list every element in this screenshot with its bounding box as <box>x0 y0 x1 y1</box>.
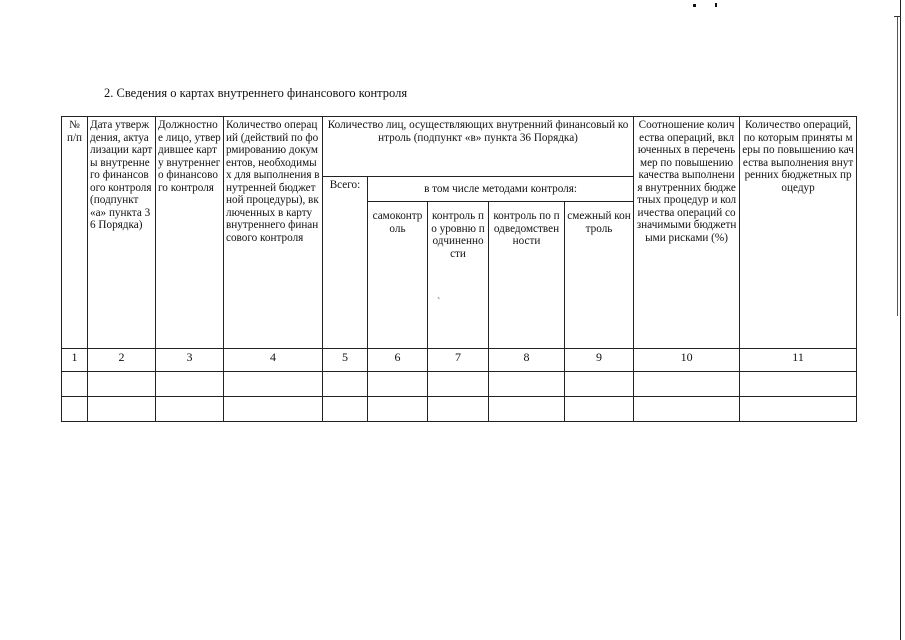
empty-cell[interactable] <box>740 397 857 422</box>
header-group-persons: Количество лиц, осуществляющих внутренний финансовый контроль (подпункт «в» пункта 36 Порядка) <box>323 117 634 177</box>
empty-cell[interactable] <box>368 397 428 422</box>
section-title: 2. Сведения о картах внутреннего финансового контроля <box>104 86 408 100</box>
header-col-approval-date: Дата утверждения, актуализации карты внутреннего финансового контроля (подпункт «а» пункта 36 Порядка) <box>88 117 156 349</box>
header-col-subordination-control: контроль по уровню подчиненности <box>428 202 489 349</box>
column-number-cell: 6 <box>368 349 428 372</box>
empty-cell[interactable] <box>634 372 740 397</box>
table-row-empty <box>62 397 857 422</box>
column-number-cell: 9 <box>565 349 634 372</box>
header-col-number: № п/п <box>62 117 88 349</box>
header-col-improved-operations: Количество операций, по которым приняты меры по повышению качества выполнения внутренних бюджетных процедур <box>740 117 857 349</box>
empty-cell[interactable] <box>489 372 565 397</box>
empty-cell[interactable] <box>62 397 88 422</box>
scan-edge-line <box>900 0 902 640</box>
scan-corner-line <box>894 16 901 17</box>
header-col-ratio: Соотношение количества операций, включенных в перечень мер по повышению качества выполнения внутренних бюджетных процедур и количества операций со значимыми бюджетными рисками (%) <box>634 117 740 349</box>
header-col-departmental-control: контроль по подведомственности <box>489 202 565 349</box>
header-group-methods: в том числе методами контроля: <box>368 177 634 202</box>
empty-cell[interactable] <box>489 397 565 422</box>
stray-mark: ` <box>437 297 441 308</box>
empty-cell[interactable] <box>323 372 368 397</box>
header-row-1 <box>62 117 857 177</box>
column-number-cell: 11 <box>740 349 857 372</box>
column-number-cell: 3 <box>156 349 224 372</box>
column-number-cell: 4 <box>224 349 323 372</box>
empty-cell[interactable] <box>323 397 368 422</box>
empty-cell[interactable] <box>224 372 323 397</box>
empty-cell[interactable] <box>565 397 634 422</box>
header-col-operations-count: Количество операций (действий по формированию документов, необходимых для выполнения внутренней бюджетной процедуры), включенных в карту внутреннего финансового контроля <box>224 117 323 349</box>
scan-dot-2 <box>715 3 717 7</box>
empty-cell[interactable] <box>62 372 88 397</box>
empty-cell[interactable] <box>156 372 224 397</box>
column-number-cell: 10 <box>634 349 740 372</box>
empty-cell[interactable] <box>428 372 489 397</box>
financial-control-maps-table <box>61 116 857 422</box>
column-number-cell: 2 <box>88 349 156 372</box>
empty-cell[interactable] <box>740 372 857 397</box>
empty-cell[interactable] <box>428 397 489 422</box>
scan-edge-line-inner <box>897 16 898 316</box>
empty-cell[interactable] <box>634 397 740 422</box>
empty-cell[interactable] <box>224 397 323 422</box>
empty-cell[interactable] <box>565 372 634 397</box>
table-row-empty <box>62 372 857 397</box>
empty-cell[interactable] <box>156 397 224 422</box>
empty-cell[interactable] <box>368 372 428 397</box>
header-col-self-control: самоконтроль <box>368 202 428 349</box>
column-number-cell: 7 <box>428 349 489 372</box>
column-number-cell: 8 <box>489 349 565 372</box>
empty-cell[interactable] <box>88 372 156 397</box>
header-col-adjacent-control: смежный контроль <box>565 202 634 349</box>
column-numbers-row <box>62 349 857 372</box>
header-col-total: Всего: <box>323 177 368 349</box>
column-number-cell: 5 <box>323 349 368 372</box>
empty-cell[interactable] <box>88 397 156 422</box>
scan-dot-1 <box>693 4 696 7</box>
column-number-cell: 1 <box>62 349 88 372</box>
header-col-official: Должностное лицо, утвердившее карту внутреннего финансового контроля <box>156 117 224 349</box>
